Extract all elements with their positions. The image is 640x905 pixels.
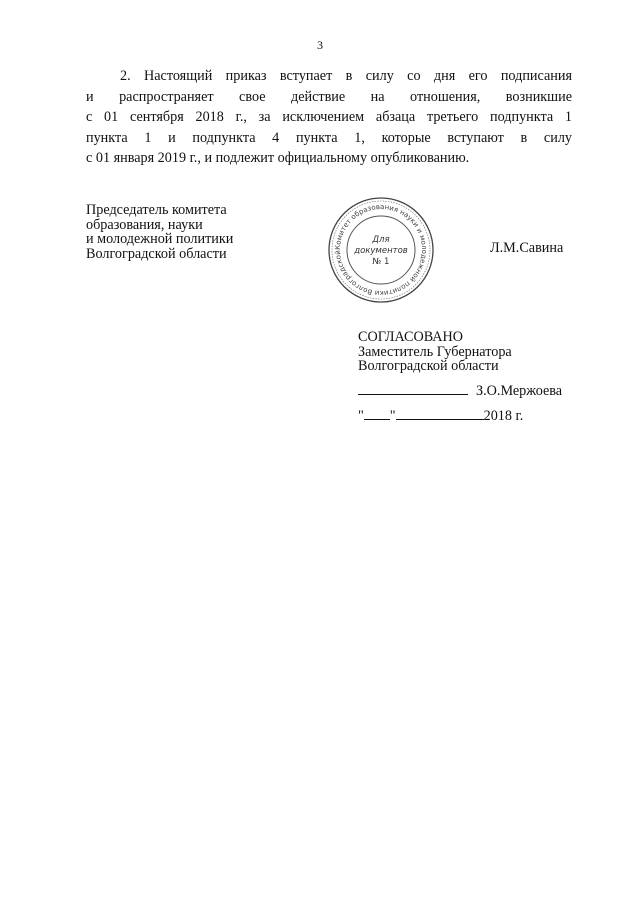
- approval-date-row: [358, 408, 523, 425]
- approval-block: [358, 330, 512, 374]
- paragraph-line: пункта 1 и подпункта 4 пункта 1, которые вступают в силу: [86, 129, 572, 146]
- date-year: 2018 г.: [483, 408, 524, 424]
- signature-line: [358, 394, 468, 395]
- approval-name: З.О.Мержоева: [476, 383, 563, 399]
- main-paragraph: [86, 66, 572, 169]
- page-number: 3: [317, 38, 323, 52]
- date-quote-close: ": [389, 408, 396, 424]
- date-day-blank: [364, 419, 390, 420]
- date-month-blank: [396, 419, 484, 420]
- signer-name: Л.М.Савина: [490, 240, 564, 256]
- paragraph-line: с 01 января 2019 г., и подлежит официальному опубликованию.: [86, 150, 470, 166]
- paragraph-line: с 01 сентября 2018 г., за исключением абзаца третьего подпункта 1: [86, 109, 572, 125]
- signer-title-line: Волгоградской области: [86, 245, 227, 262]
- approval-position-line: Заместитель Губернатора: [358, 343, 512, 360]
- seal-center-line1: Для: [372, 235, 390, 245]
- signer-title-line: Председатель комитета: [86, 202, 227, 218]
- date-quote-open: ": [358, 408, 364, 424]
- approval-heading: СОГЛАСОВАНО: [358, 329, 464, 345]
- official-seal-stamp: [326, 195, 436, 305]
- seal-graphic: [326, 195, 436, 305]
- approval-signature-row: [358, 383, 562, 400]
- signer-title-line: и молодежной политики: [86, 231, 234, 247]
- signer-title: [86, 203, 233, 261]
- seal-center-line2: документов: [354, 246, 408, 256]
- paragraph-line: и распространяет свое действие на отношения, возникшие: [86, 88, 572, 105]
- paragraph-line: 2. Настоящий приказ вступает в силу со дня его подписания: [120, 68, 572, 84]
- seal-center-line3: № 1: [372, 257, 390, 267]
- approval-position-line: Волгоградской области: [358, 358, 499, 374]
- seal-ring-text: Комитет образования науки и молодежной политики Волгоградской: [333, 202, 429, 298]
- signer-title-line: образования, науки: [86, 216, 203, 233]
